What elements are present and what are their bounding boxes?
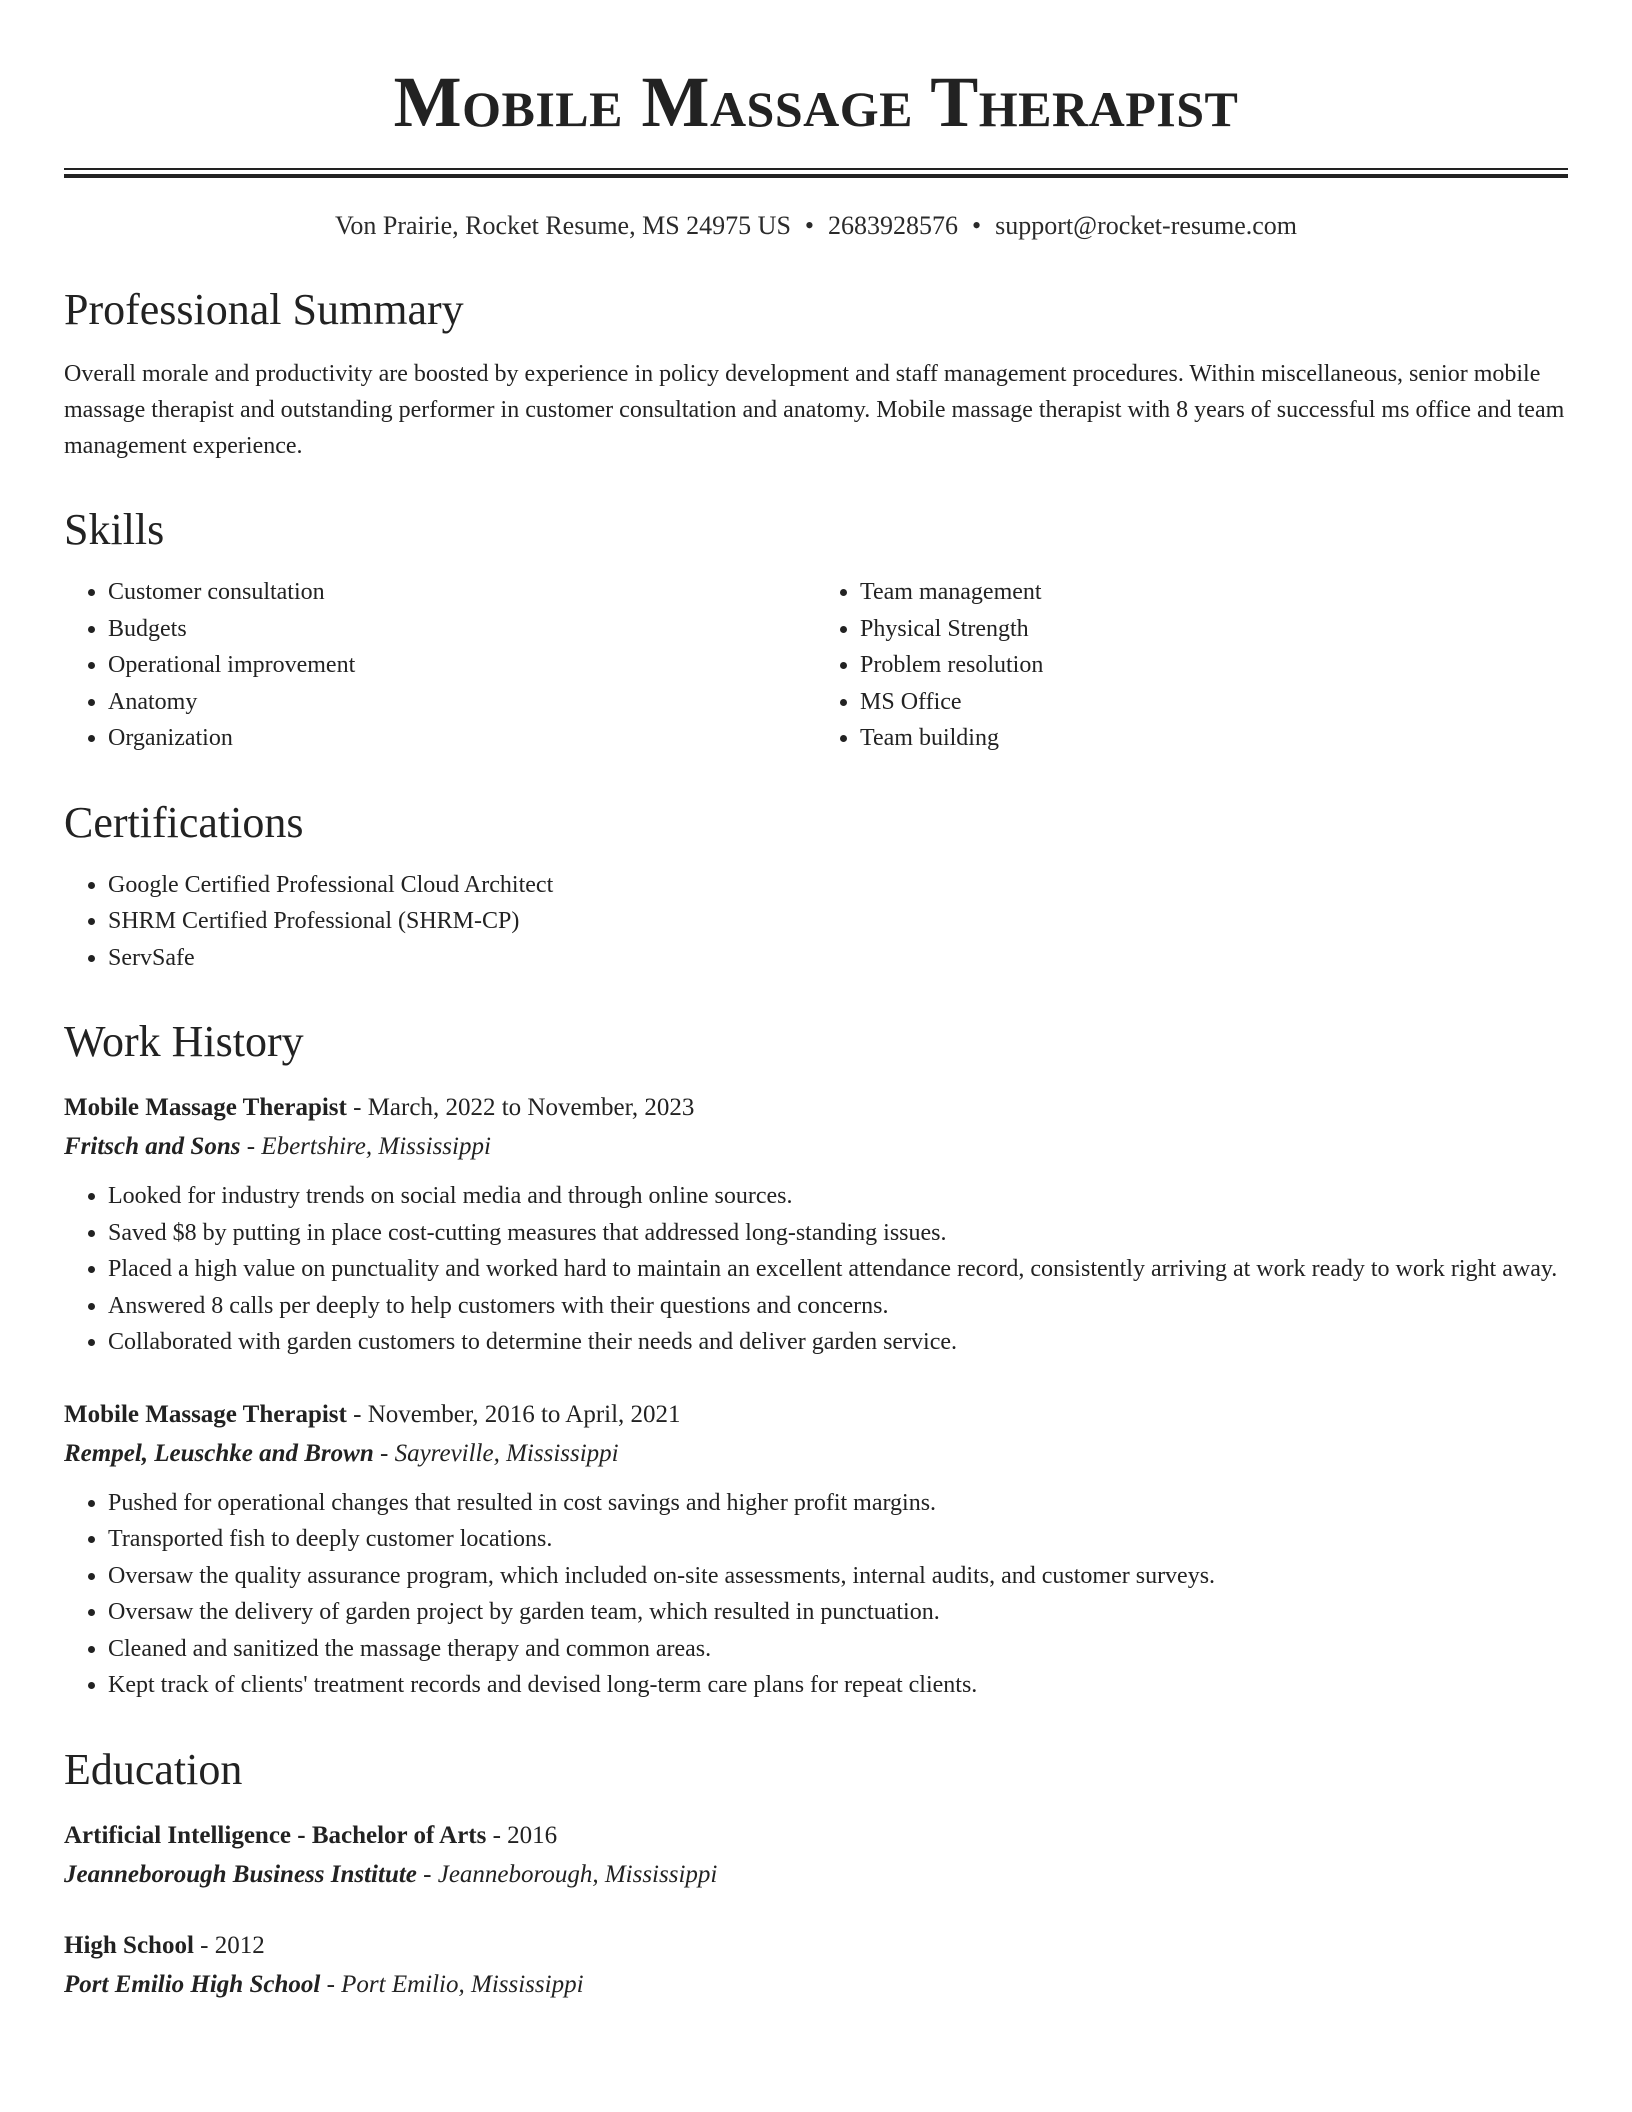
contact-email: support@rocket-resume.com bbox=[995, 211, 1298, 240]
skills-column-right bbox=[816, 574, 1568, 757]
job-role: Mobile Massage Therapist bbox=[64, 1400, 347, 1428]
education-year: - 2012 bbox=[193, 1931, 265, 1959]
skill-item: • Customer consultation bbox=[108, 574, 816, 611]
education-degree: High School bbox=[64, 1931, 194, 1959]
job-bullet: • Saved $8 by putting in place cost-cutting measures that addressed long-standing issues. bbox=[108, 1215, 1568, 1252]
skills-list bbox=[64, 574, 1568, 757]
education-degree: Artificial Intelligence - Bachelor of Arts bbox=[64, 1821, 487, 1849]
summary-text: Overall morale and productivity are boosted by experience in policy development and staff management procedures. Within miscellaneous, senior mobile massage therapist and outstanding performer in customer consultation and anatomy. Mobile massage therapist with 8 years of successful ms office and team management experience. bbox=[64, 361, 1565, 459]
skill-item: • Budgets bbox=[108, 611, 816, 648]
job-employer bbox=[64, 1434, 1568, 1473]
education-institution bbox=[64, 1855, 1568, 1894]
job-dates: - November, 2016 to April, 2021 bbox=[346, 1400, 681, 1428]
job-bullet: • Cleaned and sanitized the massage therapy and common areas. bbox=[108, 1631, 1568, 1668]
job-header bbox=[64, 1088, 1568, 1127]
skills-heading: Skills bbox=[64, 505, 165, 554]
job-location: - Sayreville, Mississippi bbox=[373, 1439, 619, 1467]
resume-title: Mobile Massage Therapist bbox=[393, 62, 1239, 142]
education-header bbox=[64, 1816, 1568, 1855]
header-divider bbox=[64, 168, 1568, 178]
job-entry bbox=[64, 1088, 1568, 1361]
education-header bbox=[64, 1926, 1568, 1965]
skill-item: • MS Office bbox=[860, 684, 1568, 721]
education-entry bbox=[64, 1816, 1568, 1894]
job-bullets bbox=[64, 1178, 1568, 1361]
job-role: Mobile Massage Therapist bbox=[64, 1094, 347, 1121]
job-bullet: • Oversaw the delivery of garden project by garden team, which resulted in punctuation. bbox=[108, 1594, 1568, 1631]
job-bullets bbox=[64, 1485, 1568, 1704]
contact-phone: 2683928576 bbox=[828, 211, 959, 240]
contact-address: Von Prairie, Rocket Resume, MS 24975 US bbox=[334, 211, 791, 240]
job-location: - Ebertshire, Mississippi bbox=[240, 1133, 491, 1160]
job-bullet: • Answered 8 calls per deeply to help customers with their questions and concerns. bbox=[108, 1288, 1568, 1325]
skills-column-left bbox=[64, 574, 816, 757]
skill-item: • Operational improvement bbox=[108, 647, 816, 684]
certifications-list bbox=[64, 867, 1568, 977]
job-bullet: • Pushed for operational changes that resulted in cost savings and higher profit margins. bbox=[108, 1485, 1568, 1522]
job-dates: - March, 2022 to November, 2023 bbox=[346, 1094, 695, 1121]
skill-item: • Team management bbox=[860, 574, 1568, 611]
job-bullet: • Collaborated with garden customers to determine their needs and deliver garden service. bbox=[108, 1324, 1568, 1361]
job-employer bbox=[64, 1127, 1568, 1166]
job-company: Fritsch and Sons bbox=[64, 1133, 241, 1160]
certifications-heading: Certifications bbox=[64, 797, 304, 847]
job-entry bbox=[64, 1395, 1568, 1704]
education-school: Port Emilio High School bbox=[64, 1970, 321, 1998]
skill-item: • Problem resolution bbox=[860, 647, 1568, 684]
job-header bbox=[64, 1395, 1568, 1434]
skill-item: • Organization bbox=[108, 720, 816, 757]
education-location: - Jeanneborough, Mississippi bbox=[416, 1860, 718, 1888]
job-bullet: • Oversaw the quality assurance program, which included on-site assessments, internal audits, and customer surveys. bbox=[108, 1558, 1568, 1595]
job-bullet: • Kept track of clients' treatment records and devised long-term care plans for repeat clients. bbox=[108, 1667, 1568, 1704]
skill-item: • Physical Strength bbox=[860, 611, 1568, 648]
skill-item: • Anatomy bbox=[108, 684, 816, 721]
education-location: - Port Emilio, Mississippi bbox=[320, 1970, 584, 1998]
job-bullet: • Placed a high value on punctuality and worked hard to maintain an excellent attendance record, consistently arriving at work ready to work right away. bbox=[108, 1251, 1568, 1288]
education-school: Jeanneborough Business Institute bbox=[64, 1860, 417, 1888]
certification-item: • ServSafe bbox=[108, 940, 1568, 977]
summary-heading: Professional Summary bbox=[64, 285, 464, 334]
job-bullet: • Looked for industry trends on social media and through online sources. bbox=[108, 1178, 1568, 1215]
separator-dot: • bbox=[972, 211, 982, 240]
separator-dot: • bbox=[804, 211, 815, 240]
certification-item: • Google Certified Professional Cloud Architect bbox=[108, 867, 1568, 904]
job-bullet: • Transported fish to deeply customer locations. bbox=[108, 1521, 1568, 1558]
education-institution bbox=[64, 1965, 1568, 2004]
skill-item: • Team building bbox=[860, 720, 1568, 757]
certification-item: • SHRM Certified Professional (SHRM-CP) bbox=[108, 903, 1568, 940]
education-year: - 2016 bbox=[486, 1821, 558, 1849]
contact-line bbox=[64, 208, 1568, 244]
education-heading: Education bbox=[64, 1744, 243, 1794]
job-company: Rempel, Leuschke and Brown bbox=[64, 1439, 374, 1467]
work-history-heading: Work History bbox=[64, 1017, 304, 1066]
education-entry bbox=[64, 1926, 1568, 2004]
